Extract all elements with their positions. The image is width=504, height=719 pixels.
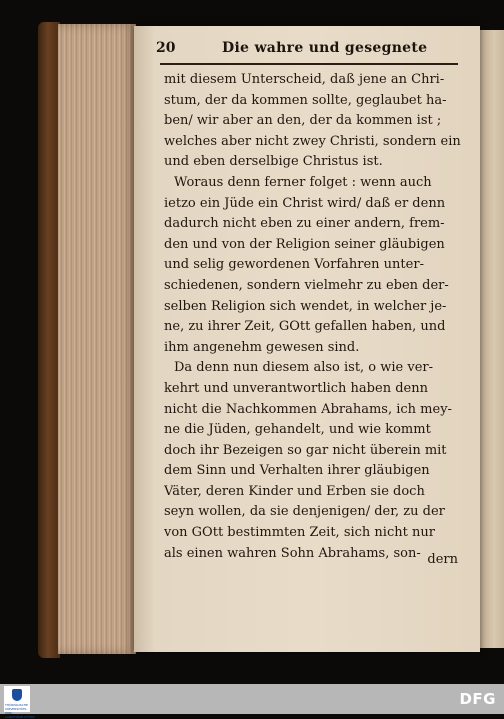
page-edges [58,24,136,654]
book-spine [38,22,60,658]
text-line: Da denn nun diesem also ist, o wie ver- [174,360,434,376]
text-line: selben Religion sich wendet, in welcher je- [164,298,447,314]
text-line: den und von der Religion seiner gläubigen [164,236,445,252]
text-line: von GOtt bestimmten Zeit, sich nicht nur [164,525,435,541]
catchword: dern [427,552,458,567]
dfg-logo[interactable]: DFG [459,690,496,708]
library-logo-icon [12,689,22,701]
running-head: Die wahre und gesegnete [222,40,428,56]
text-line: schiedenen, sondern vielmehr zu eben der- [164,277,449,293]
facing-page-edge [480,30,504,648]
text-line: ben/ wir aber an den, der da kommen ist ; [164,113,442,129]
text-line: nicht die Nachkommen Abrahams, ich mey- [164,401,452,417]
text-line: Woraus denn ferner folget : wenn auch [174,174,432,190]
book-page [134,26,480,652]
viewer-footer-bar [0,684,504,714]
text-line: kehrt und unverantwortlich haben denn [164,380,428,396]
text-line: und selig gewordenen Vorfahren unter- [164,257,424,273]
text-line: dem Sinn und Verhalten ihrer gläubigen [164,463,430,479]
page-number: 20 [156,40,176,56]
text-line: welches aber nicht zwey Christi, sondern ein [164,133,461,149]
text-line: und eben derselbige Christus ist. [164,154,383,170]
text-line: seyn wollen, da sie denjenigen/ der, zu der [164,504,445,520]
library-logo[interactable] [4,686,36,719]
text-line: doch ihr Bezeigen so gar nicht überein mit [164,442,447,458]
text-line: ihm angenehm gewesen sind. [164,339,360,355]
text-line: ne die Jüden, gehandelt, und wie kommt [164,422,431,438]
text-line: mit diesem Unterscheid, daß jene an Chri- [164,72,445,87]
text-line: Väter, deren Kinder und Erben sie doch [164,483,425,499]
page-body-text [164,70,464,564]
page-header [156,38,456,60]
header-rule [160,63,458,65]
text-line: dadurch nicht eben zu einer andern, frem- [164,216,445,232]
text-line: ne, zu ihrer Zeit, GOtt gefallen haben, und [164,319,446,335]
text-line: stum, der da kommen sollte, geglaubet ha- [164,92,447,108]
text-line: ietzo ein Jüde ein Christ wird/ daß er denn [164,195,446,211]
library-logo-text: THÜRINGISCHE UNIVERSITÄTS- UND LANDESBIBLIOTHEK [5,703,36,719]
text-line: als einen wahren Sohn Abrahams, son- [164,545,421,561]
